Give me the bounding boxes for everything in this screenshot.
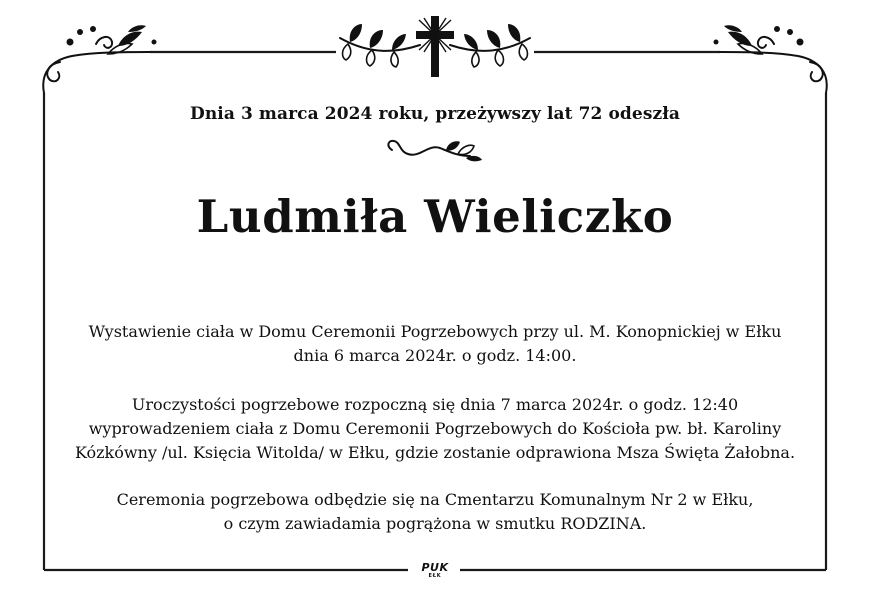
paragraph-line: Ceremonia pogrzebowa odbędzie się na Cmentarzu Komunalnym Nr 2 w Ełku, [116,490,754,509]
corner-flourish-icon [714,25,827,93]
cross-icon [416,16,454,77]
paragraph-line: dnia 6 marca 2024r. o godz. 14:00. [293,346,577,365]
paragraph-line: Kózkówny /ul. Księcia Witolda/ w Ełku, gdzie zostanie odprawiona Msza Święta Żałobna. [74,443,796,462]
death-date-intro: Dnia 3 marca 2024 roku, przeżywszy lat 72 odeszła [189,104,681,124]
viewing-paragraph [60,320,810,368]
logo-sub-text: EŁK [428,573,442,579]
paragraph-line: wyprowadzeniem ciała z Domu Ceremonii Pogrzebowych do Kościoła pw. bł. Karoliny [88,419,782,438]
paragraph-line: o czym zawiadamia pogrążona w smutku RODZINA. [223,514,647,533]
ceremony-paragraph [60,393,810,465]
burial-paragraph [60,488,810,536]
laurel-branch-icon [340,24,420,67]
deceased-name: Ludmiła Wieliczko [196,190,674,243]
paragraph-line: Uroczystości pogrzebowe rozpoczną się dnia 7 marca 2024r. o godz. 12:40 [131,395,739,414]
paragraph-line: Wystawienie ciała w Domu Ceremonii Pogrzebowych przy ul. M. Konopnickiej w Ełku [88,322,782,341]
corner-flourish-icon [43,25,156,93]
logo-main-text: PUK [421,561,449,574]
divider-flourish-icon [388,141,482,161]
laurel-branch-icon [450,24,530,67]
puk-logo [412,562,458,579]
